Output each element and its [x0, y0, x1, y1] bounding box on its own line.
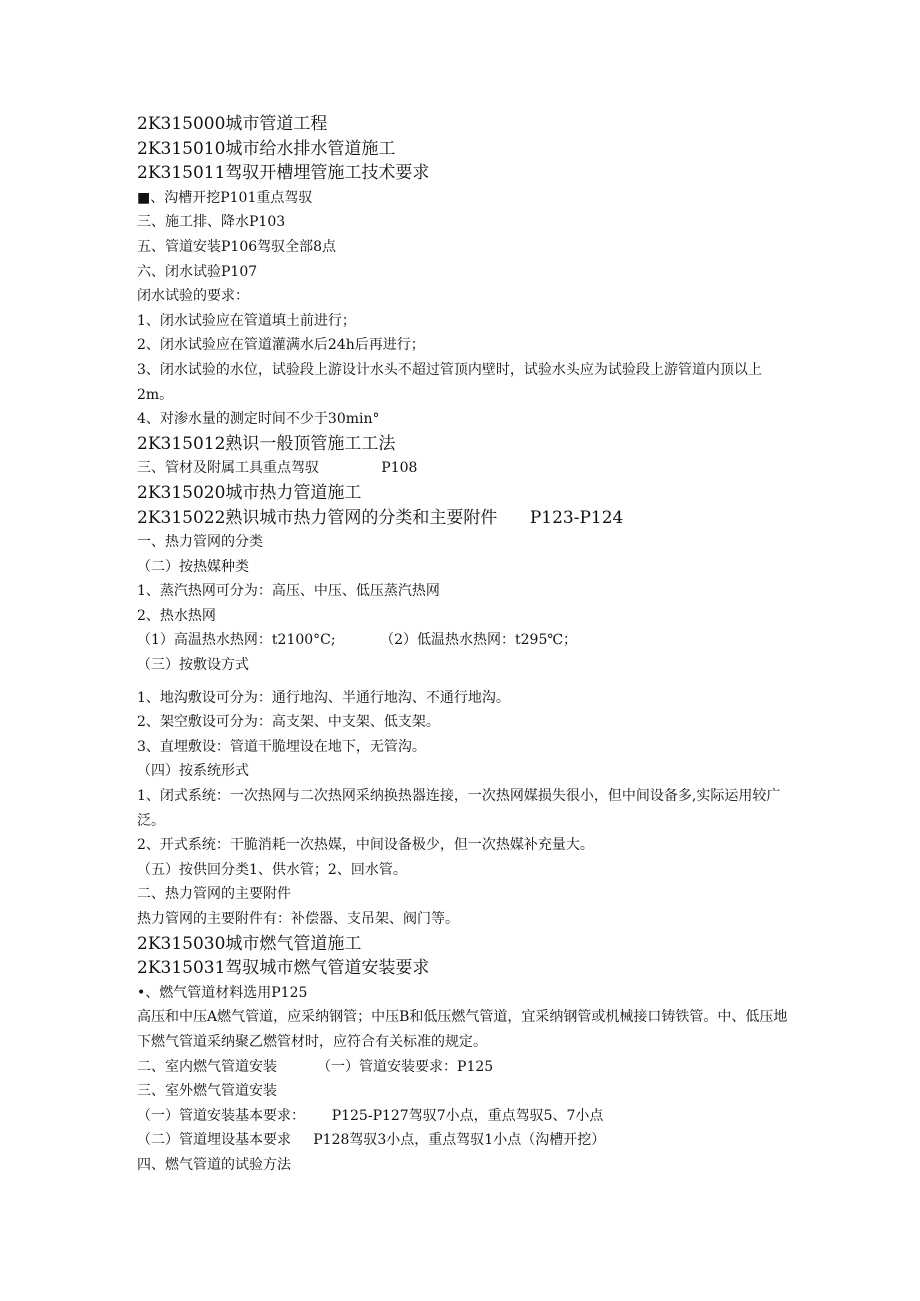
text-line: 1、蒸汽热网可分为：高压、中压、低压蒸汽热网 — [137, 583, 440, 600]
text-line: 高压和中压A燃气管道，应采纳钢管；中压B和低压燃气管道，宜采纳钢管或机械接口铸铁管。中、低压地下燃气管道采纳聚乙燃管材时，应符合有关标准的规定。 — [137, 1009, 788, 1050]
section-heading: 2K315030城市燃气管道施工 — [137, 933, 362, 954]
text-line: 三、管材及附属工具重点驾驭 P108 — [137, 460, 418, 477]
text-line: 二、热力管网的主要附件 — [137, 886, 291, 903]
text-line: （一）管道安装基本要求： P125-P127驾驭7小点，重点驾驭5、7小点 — [137, 1107, 604, 1124]
text-line: 1、地沟敷设可分为：通行地沟、半通行地沟、不通行地沟。 — [137, 689, 510, 706]
section-heading: 2K315010城市给水排水管道施工 — [137, 138, 396, 159]
text-line: 一、热力管网的分类 — [137, 534, 263, 551]
section-heading: 2K315000城市管道工程 — [137, 114, 328, 134]
text-line: 闭水试验的要求： — [137, 288, 249, 305]
text-line: 2、开式系统：干脆消耗一次热媒，中间设备极少，但一次热媒补充量大。 — [137, 837, 594, 854]
section-heading: 2K315020城市热力管道施工 — [137, 482, 362, 503]
text-line: 热力管网的主要附件有：补偿器、支吊架、阀门等。 — [137, 911, 459, 927]
text-line: （二）按热媒种类 — [137, 558, 249, 575]
text-line: 五、管道安装P106驾驭全部8点 — [137, 238, 337, 255]
text-line: （1）高温热水热网：t2100°C; （2）低温热水热网：t295℃； — [137, 632, 578, 649]
text-line: 3、闭水试验的水位，试验段上游设计水头不超过管顶内壁时，试验水头应为试验段上游管道内顶以上2m。 — [137, 361, 762, 403]
text-line: ■、沟槽开挖P101重点驾驭 — [137, 189, 313, 206]
section-heading: 2K315022熟识城市热力管网的分类和主要附件 P123-P124 — [137, 507, 624, 528]
text-line: （三）按敷设方式 — [137, 657, 249, 674]
text-line: 3、直埋敷设：管道干脆埋设在地下，无管沟。 — [137, 738, 426, 755]
text-line: （二）管道埋设基本要求 P128驾驭3小点，重点驾驭1小点（沟槽开挖） — [137, 1132, 606, 1149]
section-heading: 2K315031驾驭城市燃气管道安装要求 — [137, 958, 430, 979]
text-line: 2、架空敷设可分为：高支架、中支架、低支架。 — [137, 714, 440, 731]
text-line: 1、闭式系统：一次热网与二次热网采纳换热器连接，一次热网媒损失很小，但中间设备多,实际运用较广泛。 — [137, 788, 781, 829]
text-line: •、燃气管道材料选用P125 — [137, 984, 308, 1001]
text-line: （五）按供回分类1、供水管；2、回水管。 — [137, 861, 407, 878]
text-line: 1、闭水试验应在管道填土前进行； — [137, 312, 356, 329]
section-heading: 2K315011驾驭开槽埋管施工技术要求 — [137, 163, 430, 184]
text-line: 六、闭水试验P107 — [137, 263, 258, 280]
document-body — [137, 112, 797, 1178]
text-line: 4、对渗水量的测定时间不少于30min° — [137, 411, 380, 428]
text-line: 二、室内燃气管道安装 （一）管道安装要求：P125 — [137, 1058, 494, 1075]
text-line: 四、燃气管道的试验方法 — [137, 1156, 291, 1173]
text-line: 2、热水热网 — [137, 607, 216, 624]
text-line: 2、闭水试验应在管道灌满水后24h后再进行； — [137, 337, 425, 354]
section-heading: 2K315012熟识一般顶管施工工法 — [137, 433, 396, 454]
text-line: （四）按系统形式 — [137, 763, 249, 780]
text-line: 三、室外燃气管道安装 — [137, 1083, 277, 1100]
text-line: 三、施工排、降水P103 — [137, 214, 286, 231]
